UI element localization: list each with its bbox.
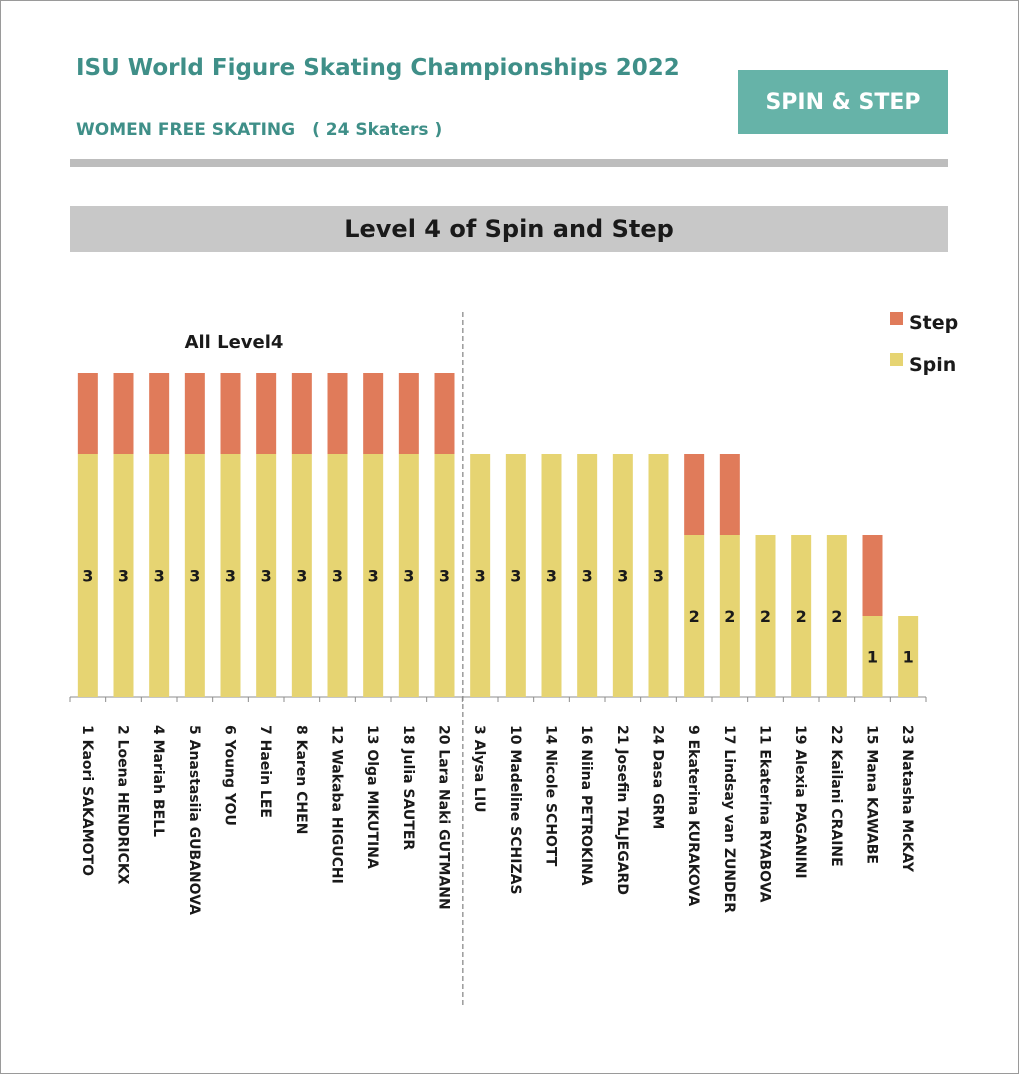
spin-data-label: 3 <box>296 566 308 586</box>
step-bar <box>684 454 704 535</box>
spin-data-label: 3 <box>189 566 201 586</box>
step-bar <box>863 535 883 616</box>
x-tick-label: 4 Mariah BELL <box>150 725 167 838</box>
x-tick-label: 19 Alexia PAGANINI <box>792 725 809 879</box>
x-tick-label: 14 Nicole SCHOTT <box>542 725 559 867</box>
legend-step-swatch <box>890 312 903 325</box>
x-tick-label: 15 Mana KAWABE <box>863 725 880 864</box>
x-tick-label: 9 Ekaterina KURAKOVA <box>685 725 702 907</box>
step-bar <box>328 373 348 454</box>
spin-data-label: 3 <box>438 566 451 586</box>
spin-data-label: 3 <box>403 566 415 586</box>
spin-data-label: 3 <box>117 566 130 586</box>
step-bar <box>221 373 241 454</box>
step-bar <box>185 373 205 454</box>
x-tick-label: 20 Lara Naki GUTMANN <box>435 725 452 910</box>
x-tick-label: 21 Josefin TALJEGARD <box>613 725 630 895</box>
step-bar <box>720 454 740 535</box>
x-tick-label: 17 Lindsay van ZUNDER <box>720 725 737 914</box>
spin-data-label: 1 <box>902 647 914 667</box>
x-tick-label: 13 Olga MIKUTINA <box>364 725 381 869</box>
x-tick-label: 6 Young YOU <box>221 725 238 826</box>
x-tick-label: 5 Anastasiia GUBANOVA <box>185 725 202 915</box>
spin-data-label: 3 <box>581 566 593 586</box>
spin-data-label: 3 <box>260 566 272 586</box>
legend-spin-swatch <box>890 353 903 366</box>
x-tick-label: 22 Kailani CRAINE <box>827 725 844 867</box>
x-tick-label: 8 Karen CHEN <box>292 725 309 835</box>
x-tick-label: 11 Ekaterina RYABOVA <box>756 725 773 903</box>
spin-data-label: 3 <box>82 566 94 586</box>
step-bar <box>256 373 276 454</box>
category-badge: SPIN & STEP <box>738 70 948 134</box>
step-bar <box>292 373 312 454</box>
step-bar <box>149 373 169 454</box>
spin-data-label: 3 <box>510 566 522 586</box>
step-bar <box>114 373 134 454</box>
legend-spin-label: Spin <box>909 354 957 376</box>
spin-data-label: 2 <box>759 607 772 626</box>
page-subtitle: WOMEN FREE SKATING ( 24 Skaters ) <box>76 120 443 140</box>
x-tick-label: 7 Haein LEE <box>257 725 274 818</box>
x-tick-label: 23 Natasha McKAY <box>899 725 916 873</box>
spin-data-label: 3 <box>367 566 379 586</box>
x-tick-label: 16 Niina PETROKINA <box>578 725 595 886</box>
x-tick-label: 3 Alysa LIU <box>471 725 488 813</box>
step-bar <box>363 373 383 454</box>
step-bar <box>435 373 455 454</box>
step-bar <box>78 373 98 454</box>
step-bar <box>399 373 419 454</box>
all-level4-annotation: All Level4 <box>184 332 284 353</box>
spin-data-label: 3 <box>617 566 629 586</box>
spin-data-label: 3 <box>224 566 237 586</box>
legend-step-label: Step <box>909 312 959 334</box>
x-tick-label: 18 Julia SAUTER <box>399 725 416 851</box>
spin-data-label: 2 <box>688 607 700 626</box>
spin-data-label: 3 <box>474 566 486 586</box>
x-tick-label: 24 Dasa GRM <box>649 725 666 830</box>
spin-data-label: 3 <box>652 566 665 586</box>
spin-data-label: 1 <box>866 647 879 667</box>
chart-title: Level 4 of Spin and Step <box>70 206 948 252</box>
x-tick-label: 1 Kaori SAKAMOTO <box>78 725 95 876</box>
x-tick-label: 12 Wakaba HIGUCHI <box>328 725 345 884</box>
spin-data-label: 2 <box>724 607 736 626</box>
x-tick-label: 10 Madeline SCHIZAS <box>506 725 523 895</box>
spin-data-label: 2 <box>795 607 807 626</box>
spin-data-label: 3 <box>153 566 165 586</box>
spin-data-label: 2 <box>831 607 843 626</box>
spin-data-label: 3 <box>331 566 344 586</box>
page-title: ISU World Figure Skating Championships 2022 <box>76 55 680 81</box>
spin-data-label: 3 <box>545 566 558 586</box>
x-tick-label: 2 Loena HENDRICKX <box>114 725 131 885</box>
